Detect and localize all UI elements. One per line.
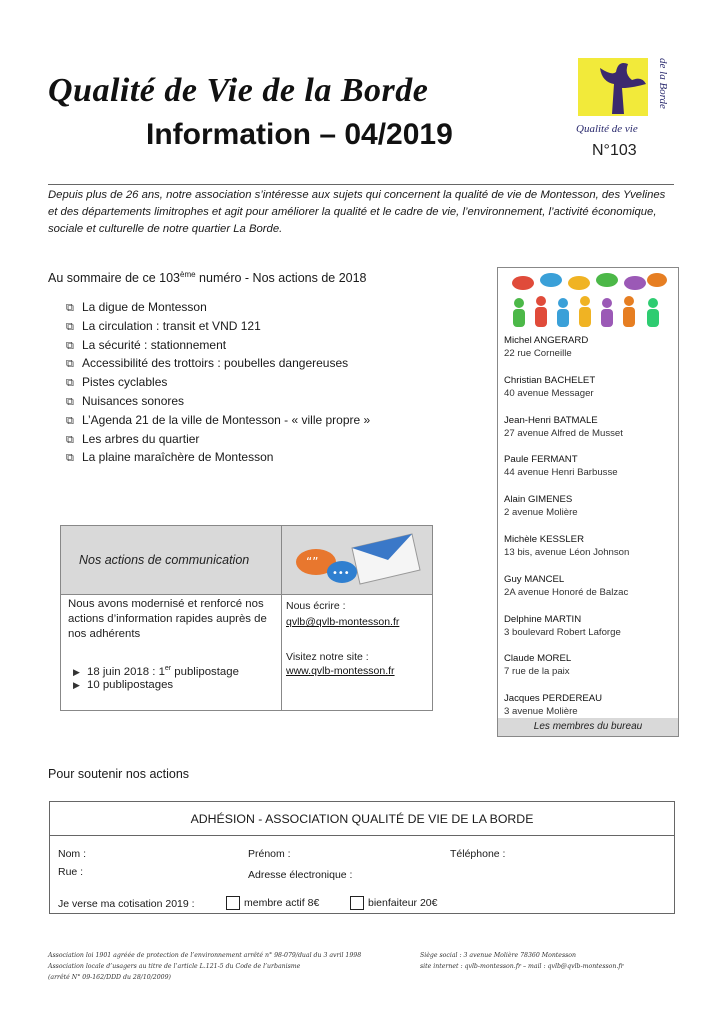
svg-text:“”: “” [306,555,319,569]
summary-heading-rest: numéro - Nos actions de 2018 [195,271,367,286]
member-last-name: BACHELET [544,374,596,386]
member-address: 44 avenue Henri Barbusse [504,467,618,479]
issue-number: N°103 [592,142,637,159]
bullet-icon: ⧉ [66,339,74,352]
visit-site-label: Visitez notre site : [286,651,369,663]
member-name [504,573,674,586]
newsletter-title: Information – 04/2019 [146,118,453,151]
footer-legal [48,950,388,983]
active-member-label: membre actif 8€ [244,896,320,909]
email-field-label[interactable]: Adresse électronique : [248,869,353,881]
summary-item-label: Nuisances sonores [82,393,185,408]
member-first-name: Claude [504,653,535,665]
footer-legal-line: Association loi 1901 agréée de protection de l’environnement arrêté n° 98-079/dual du 3 avril 1998 [48,952,362,959]
footer-address: Siège social : 3 avenue Molière 78360 Montesson [420,952,577,959]
member-address: 7 rue de la paix [504,666,570,678]
communication-bullets [73,661,239,693]
summary-list [66,298,370,467]
contact-email-link[interactable]: qvlb@qvlb-montesson.fr [286,616,400,628]
communication-heading-cell [61,526,282,595]
summary-item [66,298,370,317]
member-address: 22 rue Corneille [504,348,572,359]
bullet-sup: er [164,665,172,672]
summary-item-label: La digue de Montesson [82,300,207,314]
member-entry [504,374,674,414]
bullet-icon: ⧉ [66,302,74,314]
member-last-name: FERMANT [531,454,578,466]
member-address: 13 bis, avenue Léon Johnson [504,546,630,558]
member-address: 2 avenue Molière [504,507,578,519]
member-address: 27 avenue Alfred de Musset [504,427,623,439]
benefactor-checkbox[interactable] [350,896,364,910]
member-first-name: Guy [504,573,522,585]
member-entry [504,613,674,653]
envelope-icon [352,534,420,584]
active-member-checkbox[interactable] [226,896,240,910]
bullet-icon: ⧉ [66,377,74,390]
contribution-label: Je verse ma cotisation 2019 : [58,898,195,910]
footer-legal-line: Association locale d’usagers au titre de l’article L.121-5 du Code de l’urbanisme [48,963,301,970]
member-name [504,652,674,665]
speech-bubble-icon [512,273,667,290]
logo-text-side: de la Borde [657,58,669,109]
communication-table [60,525,433,711]
communication-description: Nous avons modernisé et renforcé nos actions d’information rapides auprès de nos adhérents [68,598,267,640]
member-first-name: Michel [504,335,532,346]
member-name [504,334,674,347]
bullet-icon: ⧉ [66,452,74,465]
summary-item [66,430,370,449]
communication-bullet [73,661,239,677]
phone-field-label[interactable]: Téléphone : [450,848,506,860]
members-list [504,334,674,732]
summary-item-label: Les arbres du quartier [82,431,200,446]
summary-item-label: Pistes cyclables [82,375,168,390]
summary-item [66,317,370,336]
svg-text:•••: ••• [332,568,350,579]
membership-form-title: ADHÉSION - ASSOCIATION QUALITÉ DE VIE DE LA BORDE [190,812,534,826]
bullet-icon: ⧉ [66,320,74,333]
intro-paragraph: Depuis plus de 26 ans, notre association s’intéresse aux sujets qui concernent la qualité de vie de Montesson, des Yvelines et des départements limitrophes et agit pour améliorer la qualité et le cadre de vie, l’environnement, l’activité économique, sociale et culturelle de notre quartier La Borde. [48,184,674,238]
logo-text-bottom: Qualité de vie [576,123,638,135]
summary-item-label: L’Agenda 21 de la ville de Montesson - « ville propre » [82,412,371,427]
write-us-label: Nous écrire : [286,600,346,612]
bullet-icon: ⧉ [66,395,74,408]
summary-heading-text: Au sommaire de ce 103 [48,271,181,286]
member-last-name: BATMALE [553,414,598,426]
speech-bubble-blue-icon [327,561,357,583]
member-last-name: ANGERARD [533,335,589,346]
member-last-name: MOREL [537,653,572,665]
member-address: 3 avenue Molière [504,706,578,718]
member-address: 40 avenue Messager [504,387,594,399]
triangle-bullet-icon: ▶ [73,666,80,677]
name-field-label[interactable]: Nom : [58,848,87,860]
footer-contact [420,950,680,972]
communication-contact-cell [282,595,432,710]
member-last-name: MARTIN [544,613,582,625]
summary-heading [48,270,367,285]
summary-item-label: La circulation : transit et VND 121 [82,318,261,333]
firstname-field-label[interactable]: Prénom : [248,848,291,860]
board-members-panel [497,267,679,737]
member-name [504,692,674,705]
bullet-icon: ⧉ [66,414,74,427]
summary-item [66,448,370,467]
member-name [504,414,674,427]
summary-item-label: La plaine maraîchère de Montesson [82,450,274,465]
member-entry [504,414,674,454]
bullet-icon: ⧉ [66,358,74,371]
member-last-name: PERDEREAU [542,693,603,705]
member-first-name: Christian [504,374,542,386]
member-entry [504,533,674,573]
member-last-name: KESSLER [539,533,584,545]
member-address: 2A avenue Honoré de Balzac [504,586,629,598]
support-heading: Pour soutenir nos actions [48,767,190,781]
member-name [504,533,674,546]
members-caption: Les membres du bureau [498,718,678,736]
member-entry [504,453,674,493]
member-entry [504,573,674,613]
chat-envelope-illustration [282,526,432,595]
member-first-name: Alain [504,494,526,506]
benefactor-option[interactable] [350,896,437,910]
member-first-name: Jacques [504,693,540,705]
member-first-name: Jean-Henri [504,414,551,426]
member-entry [504,334,674,374]
form-divider [50,835,674,836]
member-address: 3 boulevard Robert Laforge [504,626,621,638]
member-entry [504,493,674,533]
bullet-text: 18 juin 2018 : 1 [87,665,165,678]
association-title: Qualité de Vie de la Borde [48,72,429,109]
bullet-text-rest: publipostage [171,665,239,678]
member-name [504,453,674,466]
bullet-text: 10 publipostages [87,679,174,691]
summary-heading-sup: ème [180,270,196,279]
people-figures-icon [513,296,659,327]
member-first-name: Michèle [504,533,538,545]
summary-item [66,373,370,392]
benefactor-label: bienfaiteur 20€ [368,896,438,909]
member-entry [504,652,674,692]
footer-legal-line: (arrêté N° 09-162/DDD du 28/10/2009) [48,974,171,981]
association-logo [572,54,672,142]
member-last-name: GIMENES [528,494,573,506]
active-member-option[interactable] [226,896,319,910]
member-name [504,493,674,506]
summary-item [66,392,370,411]
summary-item-label: Accessibilité des trottoirs : poubelles dangereuses [82,356,349,371]
street-field-label[interactable]: Rue : [58,866,84,878]
member-name [504,374,674,387]
member-first-name: Delphine [504,613,542,625]
website-link[interactable]: www.qvlb-montesson.fr [286,665,395,677]
communication-description-cell [61,595,282,710]
summary-item [66,336,370,355]
people-speech-bubbles-illustration [501,271,675,331]
member-last-name: MANCEL [524,573,565,585]
member-first-name: Paule [504,454,529,466]
footer-web-mail: site internet : qvlb-montesson.fr – mail : qvlb@qvlb-montesson.fr [420,963,624,970]
triangle-bullet-icon: ▶ [73,680,80,690]
communication-heading: Nos actions de communication [79,553,250,567]
bullet-icon: ⧉ [66,433,74,446]
summary-item [66,411,370,430]
membership-form [49,801,675,914]
summary-item-label: La sécurité : stationnement [82,337,227,352]
summary-item [66,354,370,373]
member-name [504,613,674,626]
communication-bullet [73,677,239,693]
